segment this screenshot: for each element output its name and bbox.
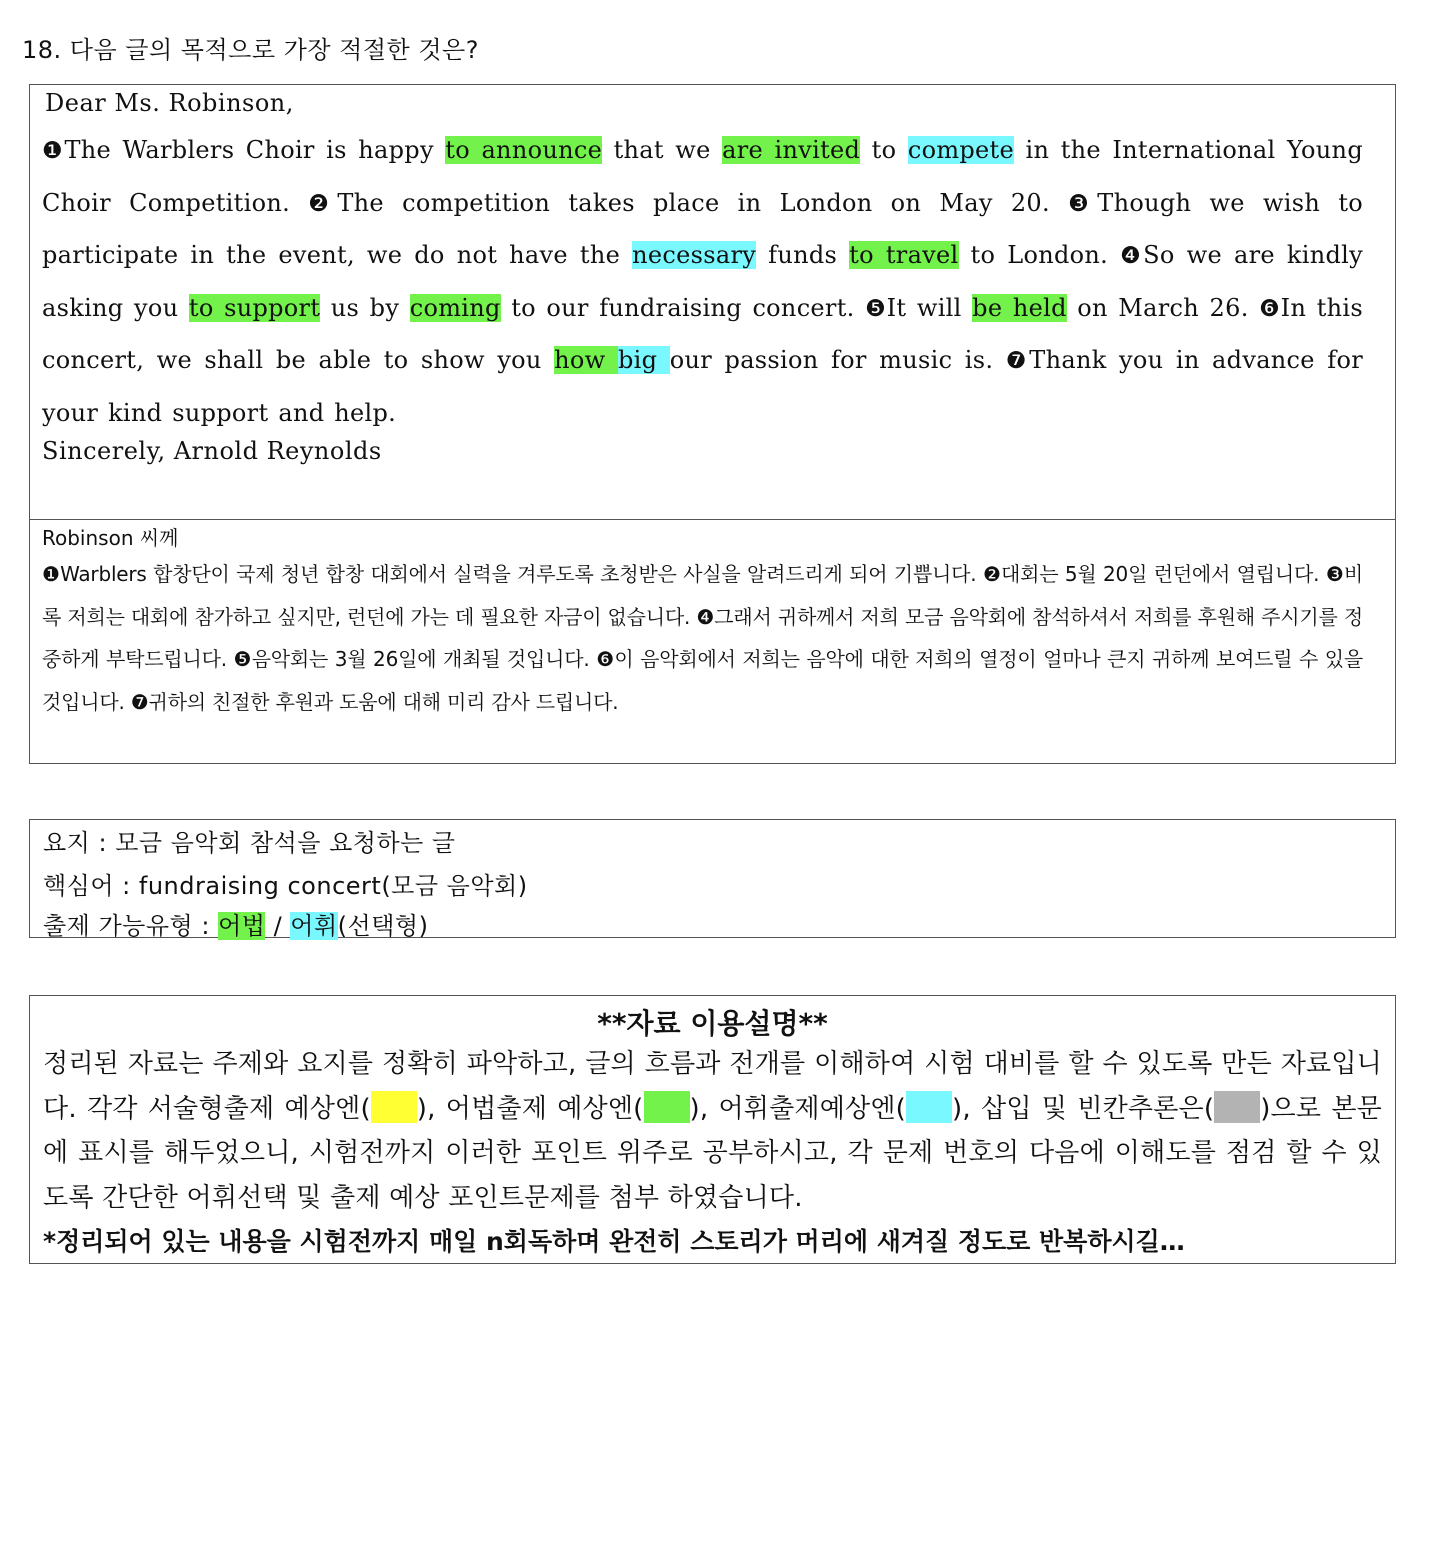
vocab-type: 어휘 bbox=[290, 912, 338, 940]
vocab-highlight: necessary bbox=[632, 241, 757, 269]
grammar-highlight: be held bbox=[972, 293, 1067, 322]
sentence-number: ❶ bbox=[42, 138, 65, 164]
grammar-highlight: to support bbox=[188, 293, 321, 322]
sentence-number: ❼ bbox=[1005, 348, 1030, 374]
section-divider bbox=[30, 519, 1395, 520]
translation-heading: Robinson 씨께 bbox=[42, 526, 179, 550]
guide-text: ), 어법출제 예상엔( bbox=[416, 1093, 644, 1124]
insertion-swatch bbox=[1214, 1091, 1260, 1123]
vocab-highlight: compete bbox=[907, 136, 1015, 164]
salutation: Dear Ms. Robinson, bbox=[45, 89, 294, 117]
guide-title: **자료 이용설명** bbox=[597, 1007, 828, 1040]
passage-text: on March 26. bbox=[1066, 293, 1260, 322]
grammar-highlight: to announce bbox=[445, 136, 603, 164]
passage-text: funds bbox=[756, 241, 850, 269]
passage-text: Thank you in advance for your kind support and help. bbox=[42, 346, 1363, 427]
passage-box bbox=[29, 84, 1396, 764]
passage-text: to our fundraising concert. bbox=[500, 293, 866, 322]
types-separator: / bbox=[265, 912, 291, 940]
translation-text: 이 음악회에서 저희는 음악에 대한 저희의 열정이 얼마나 큰지 귀하께 보여드릴 수 있을 것입니다. bbox=[42, 647, 1364, 714]
summary-box bbox=[29, 819, 1396, 938]
sentence-number: ❷ bbox=[982, 562, 1002, 586]
passage-text: us by bbox=[320, 293, 410, 322]
descriptive-swatch bbox=[371, 1091, 417, 1123]
gist-line: 요지 : 모금 음악회 참석을 요청하는 글 bbox=[43, 829, 456, 857]
translation-text: Warblers 합창단이 국제 청년 합창 대회에서 실력을 겨루도록 초청받은 사실을 알려드리게 되어 기쁩니다. bbox=[60, 562, 983, 586]
passage-text: that we bbox=[602, 136, 723, 164]
question-title: 18. 다음 글의 목적으로 가장 적절한 것은? bbox=[22, 36, 479, 64]
grammar-highlight: to travel bbox=[849, 241, 959, 269]
passage-text: So we are kindly asking you bbox=[42, 241, 1363, 322]
translation-text: 음악회는 3월 26일에 개최될 것입니다. bbox=[251, 647, 597, 671]
sentence-number: ❹ bbox=[696, 604, 715, 629]
grammar-type: 어법 bbox=[218, 912, 266, 940]
translation-body bbox=[42, 553, 1363, 723]
passage-text: In this concert, we shall be able to show you bbox=[42, 293, 1364, 374]
sentence-number: ❻ bbox=[1259, 295, 1281, 322]
grammar-swatch bbox=[644, 1091, 690, 1123]
passage-text: to bbox=[860, 136, 908, 164]
types-suffix: (선택형) bbox=[337, 912, 429, 940]
translation-text: 귀하의 친절한 후원과 도움에 대해 미리 감사 드립니다. bbox=[148, 689, 619, 714]
passage-text: The Warblers Choir is happy bbox=[64, 136, 446, 164]
sentence-number: ❸ bbox=[1325, 562, 1344, 586]
translation-text: 그래서 귀하께서 저희 모금 음악회에 참석하셔서 저희를 후원해 주시기를 정중하게 부탁드립니다. bbox=[42, 604, 1364, 671]
sentence-number: ❺ bbox=[865, 295, 887, 322]
vocab-highlight: big bbox=[618, 346, 670, 374]
guide-note: *정리되어 있는 내용을 시험전까지 매일 n회독하며 완전히 스토리가 머리에 새겨질 정도로 반복하시길… bbox=[43, 1227, 1185, 1256]
grammar-highlight: how bbox=[554, 346, 618, 374]
grammar-highlight: are invited bbox=[722, 136, 861, 164]
passage-text: our passion for music is. bbox=[669, 346, 1006, 374]
sentence-number: ❼ bbox=[130, 689, 149, 714]
korean-translation bbox=[42, 523, 1363, 723]
usage-guide-box bbox=[29, 995, 1396, 1264]
vocab-swatch bbox=[906, 1091, 952, 1123]
sentence-number: ❸ bbox=[1068, 190, 1098, 217]
translation-text: 대회는 5월 20일 런던에서 열립니다. bbox=[1001, 562, 1326, 586]
guide-body bbox=[43, 1042, 1382, 1220]
signoff: Sincerely, Arnold Reynolds bbox=[42, 437, 382, 465]
keyword-line: 핵심어 : fundraising concert(모금 음악회) bbox=[43, 872, 528, 900]
passage-text: Though we wish to participate in the event, we do not have the bbox=[42, 188, 1364, 269]
guide-text: 정리된 자료는 주제와 요지를 정확히 파악하고, 글의 흐름과 전개를 이해하여 시험 대비를 할 수 있도록 만든 자료입니다. 각각 서술형출제 예상엔( bbox=[43, 1049, 1382, 1124]
grammar-highlight: coming bbox=[409, 293, 501, 322]
passage-text: The competition takes place in London on May 20. bbox=[337, 188, 1069, 217]
translation-text: 비록 저희는 대회에 참가하고 싶지만, 런던에 가는 데 필요한 자금이 없습니다. bbox=[42, 562, 1364, 629]
passage-body bbox=[42, 125, 1363, 439]
sentence-number: ❺ bbox=[233, 647, 252, 671]
question-types-line bbox=[43, 906, 428, 941]
passage-text: to London. bbox=[958, 241, 1121, 269]
guide-text: ), 어휘출제예상엔( bbox=[689, 1093, 907, 1124]
sentence-number: ❷ bbox=[308, 190, 338, 217]
passage-text: in the International Young Choir Competition. bbox=[42, 136, 1363, 217]
passage-text: It will bbox=[886, 293, 973, 322]
sentence-number: ❻ bbox=[596, 647, 615, 671]
types-label: 출제 가능유형 : bbox=[43, 912, 219, 940]
english-passage bbox=[42, 85, 1363, 519]
guide-text: )으로 본문에 표시를 해두었으니, 시험전까지 이러한 포인트 위주로 공부하시고, 각 문제 번호의 다음에 이해도를 점검 할 수 있도록 간단한 어휘선택 및 출제 예상 포인트문제를 첨부 하였습니다. bbox=[43, 1093, 1382, 1213]
sentence-number: ❶ bbox=[42, 562, 61, 586]
sentence-number: ❹ bbox=[1120, 243, 1144, 269]
guide-text: ), 삽입 및 빈칸추론은( bbox=[952, 1093, 1215, 1124]
